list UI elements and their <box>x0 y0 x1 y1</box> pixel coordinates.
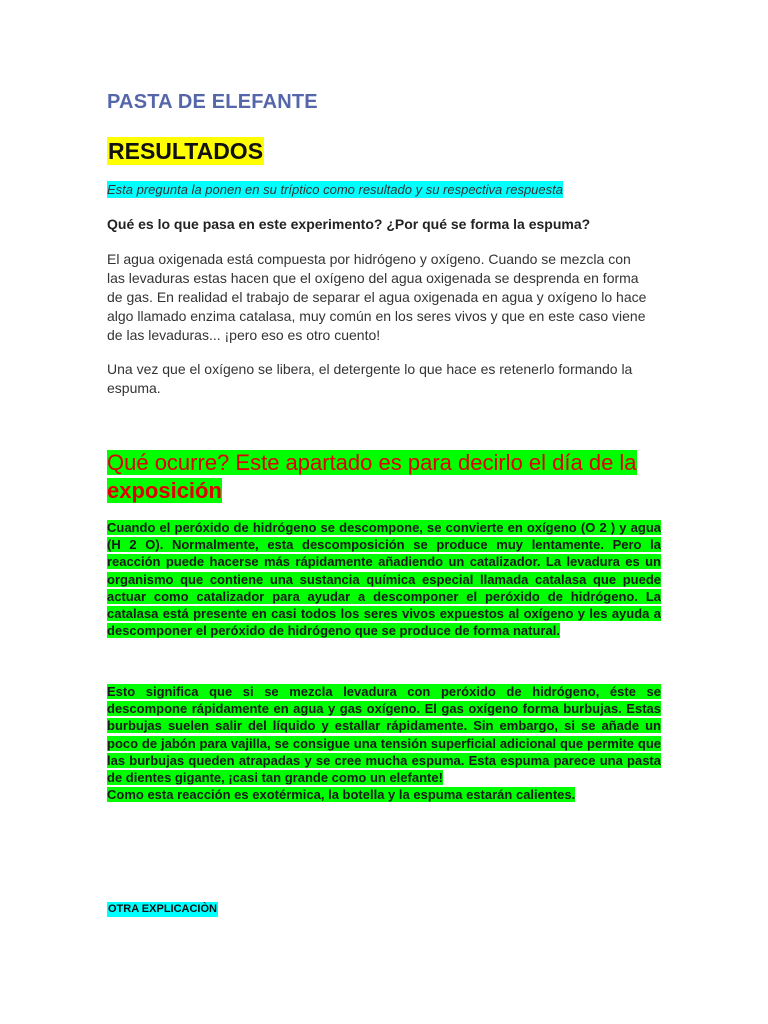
paragraph-detergent: Una vez que el oxígeno se libera, el detergente lo que hace es retenerlo formando la espuma. <box>107 361 633 396</box>
other-explanation-label: OTRA EXPLICACIÒN <box>108 903 217 915</box>
green-paragraph-foam <box>107 683 661 803</box>
results-heading: RESULTADOS <box>108 138 264 164</box>
exposicion-heading <box>107 449 657 505</box>
green-paragraph-decomposition <box>107 519 661 639</box>
paragraph-explanation: El agua oxigenada está compuesta por hidrógeno y oxígeno. Cuando se mezcla con las levaduras estas hacen que el oxígeno del agua oxigenada se desprenda en forma de gas. En realidad el trabajo de separar el agua oxigenada en agua y oxígeno lo hace algo llamado enzima catalasa, muy común en los seres vivos y que en este caso viene de las levaduras... ¡pero eso es otro cuento! <box>107 251 647 343</box>
document-title: PASTA DE ELEFANTE <box>107 91 318 113</box>
highlighted-note: Esta pregunta la ponen en su tríptico como resultado y su respectiva respuesta <box>107 182 563 197</box>
green-paragraph-1-text: Cuando el peróxido de hidrógeno se descompone, se convierte en oxígeno (O 2 ) y agua (H 2 O). Normalmente, esta descomposición se produce muy lentamente. Pero la reacción puede hacerse más rápidamente añadiendo un catalizador. La levadura es un organismo que contiene una sustancia química especial llamada catalasa que puede actuar como catalizador para ayudar a descomponer el peróxido de hidrógeno. La catalasa está presente en casi todos los seres vivos expuestos al oxígeno y les ayuda a descomponer el peróxido de hidrógeno que se produce de forma natural. <box>107 520 661 639</box>
question-heading: Qué es lo que pasa en este experimento? ¿Por qué se forma la espuma? <box>107 216 591 232</box>
exposicion-heading-line2: exposición <box>107 478 222 503</box>
green-paragraph-2-text: Esto significa que si se mezcla levadura con peróxido de hidrógeno, éste se descompone rápidamente en agua y gas oxígeno. El gas oxígeno forma burbujas. Estas burbujas suelen salir del líquido y estallar rápidamente. Sin embargo, si se añade un poco de jabón para vajilla, se consigue una tensión superficial adicional que permite que las burbujas queden atrapadas y se cree mucha espuma. Esta espuma parece una pasta de dientes gigante, ¡casi tan grande como un elefante! <box>107 684 661 786</box>
exposicion-heading-line1: Qué ocurre? Este apartado es para decirlo el día de la <box>107 450 637 475</box>
green-paragraph-2-last-line: Como esta reacción es exotérmica, la botella y la espuma estarán calientes. <box>107 787 576 803</box>
